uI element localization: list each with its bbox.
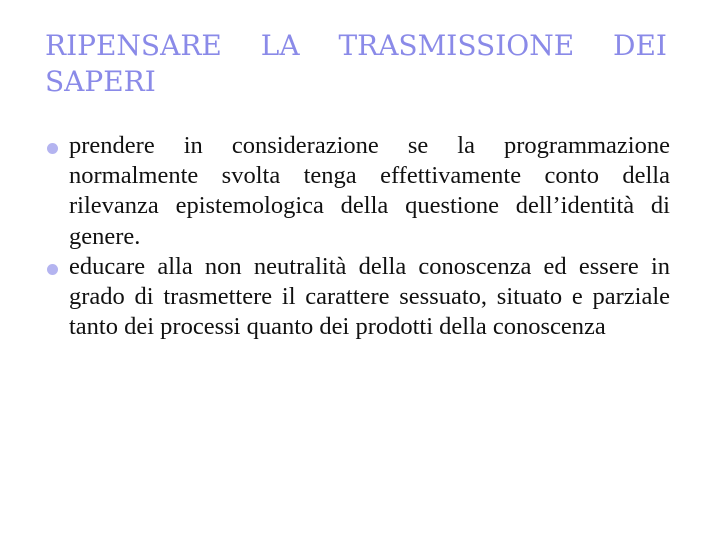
bullet-text: educare alla non neutralità della conoscenza ed essere in grado di trasmettere il carattere sessuato, situato e parziale tanto dei processi quanto dei prodotti della conoscenza <box>69 252 670 341</box>
bullet-dot-icon <box>47 264 58 275</box>
bullet-item <box>45 252 670 343</box>
bullet-item <box>45 131 670 252</box>
bullet-dot-icon <box>47 143 58 154</box>
bullet-list <box>45 131 670 342</box>
slide-title: RIPENSARE LA TRASMISSIONE DEI SAPERI <box>45 29 667 98</box>
bullet-text: prendere in considerazione se la programmazione normalmente svolta tenga effettivamente conto della rilevanza epistemologica della questione dell’identità di genere. <box>69 132 670 250</box>
